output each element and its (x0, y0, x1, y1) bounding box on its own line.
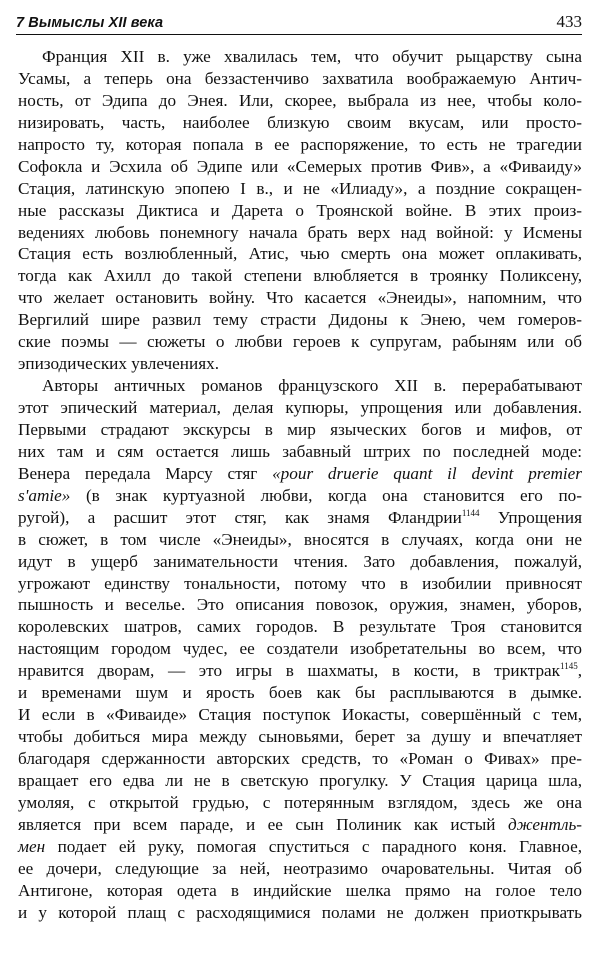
text-line: Софокла и Эсхила об Эдипе или «Семерых против Фив», а «Фиваиду» (18, 156, 582, 176)
text-line: в сюжет, в том числе «Энеиды», вносятся в случаях, когда они не (18, 529, 582, 549)
text-line: Стация, латинскую эпопею I в., и не «Илиаду», а поздние сокращен- (18, 178, 582, 198)
text-line: низировать, часть, наиболее близкую своим вкусам, или просто- (18, 112, 582, 132)
text-line: И если в «Фиваиде» Стация поступок Иокасты, совершённый с тем, (18, 705, 582, 725)
italic-word: мен (18, 836, 46, 856)
text-line: Франция XII в. уже хвалилась тем, что обучит рыцарству сына (42, 47, 582, 66)
text-line: ность, от Эдипа до Энея. Или, скорее, выбрала из нее, чтобы коло- (18, 90, 582, 110)
text-line: ские поэмы — сюжеты о любви героев к супругам, рабыням или об (18, 332, 582, 352)
text-line: вращает его едва ли не в светскую прогулку. У Стация царица шла, (18, 770, 582, 790)
footnote-ref: 1144 (461, 507, 480, 518)
text-line: тогда как Ахилл до такой степени влюбляется в троянку Поликсену, (18, 266, 582, 286)
text-line: благодаря сдержанности авторских средств, то «Роман о Фивах» пре- (18, 749, 582, 768)
text-line: Первыми страдают экскурсы в мир языческих богов и мифов, от (18, 419, 582, 439)
italic-word: джентль- (507, 814, 582, 834)
text-line: и у которой плащ с расходящимися полами не должен приоткрывать (18, 902, 582, 922)
footnote-ref: 1145 (560, 661, 578, 672)
text-line: чтобы добиться мира между сыновьями, берет за душу и впечатляет (18, 727, 582, 747)
text-line: Авторы античных романов французского XII в. перерабатывают (42, 376, 582, 396)
italic-quote: «pour druerie quant il devint premier (272, 463, 582, 483)
text-line: ные рассказы Диктиса и Дарета о Троянской войне. В этих произ- (18, 200, 582, 220)
text-line: что желает остановить войну. Что касается «Энеиды», напомним, что (18, 288, 582, 308)
page-number: 433 (556, 12, 582, 31)
italic-quote: s'amie» (18, 485, 71, 505)
text-line: них там и сям остается лишь забавный штрих по последней моде: (18, 441, 582, 461)
text-line: умоляя, с открытой грудью, с потерянным взглядом, здесь же она (18, 792, 582, 812)
text-line: мен подает ей руку, помогая спуститься с парадного коня. Главное, (18, 836, 582, 856)
text-line: эпизодических увлечениях. (18, 354, 219, 374)
text-line: идут в ущерб занимательности чтения. Зато добавления, пожалуй, (18, 551, 582, 571)
running-header (16, 10, 582, 35)
text-line: ругой), а расшит этот стяг, как знамя Фландрии$^{1144}$ Упрощения (18, 507, 582, 527)
text-line: s'amie» (в знак куртуазной любви, когда она становится его по- (18, 485, 582, 505)
text-line: настоящим городом чудес, ее создатели изобретательны во всем, что (18, 639, 582, 659)
text-line: нравится дворам, — это игры в шахматы, в кости, в триктрак$^{1145}$, (18, 661, 582, 681)
text-line: угрожают единству тональности, потому что в изобилии привносят (18, 573, 582, 593)
text-line: пышность и веселье. Это описания повозок, оружия, знамен, уборов, (18, 595, 582, 615)
text-line: и временами шум и ярость боев как бы расплываются в дымке. (18, 683, 582, 703)
text-line: ведениях любовь понемногу начала брать верх над войной: у Исмены (18, 222, 582, 242)
text-line: Венера передала Марсу стяг «pour druerie quant il devint premier (18, 463, 582, 483)
text-line: Антигоне, которая одета в индийские шелка прямо на голое тело (18, 880, 582, 900)
text-line: Вергилий шире развил тему страсти Дидоны к Энею, чем гомеров- (18, 310, 582, 330)
text-line: напросто ту, которая попала в ее распоряжение, то есть не трагедии (18, 134, 582, 154)
text-line: этот эпический материал, делая купюры, упрощения или добавления. (18, 398, 582, 417)
text-line: королевских шатров, самих городов. В результате Троя становится (18, 617, 582, 637)
text-line: является при всем параде, и ее сын Полиник как истый джентль- (18, 814, 582, 834)
body-text (18, 46, 582, 924)
chapter-title: 7 Вымыслы XII века (16, 15, 164, 31)
text-line: Стация есть возлюбленный, Атис, чью смерть она может оплакивать, (18, 244, 582, 264)
text-line: Усамы, а теперь она беззастенчиво захватила воображаемую Антич- (18, 68, 582, 88)
text-line: ее дочери, следующие за ней, неотразимо очаровательны. Читая об (18, 858, 582, 878)
